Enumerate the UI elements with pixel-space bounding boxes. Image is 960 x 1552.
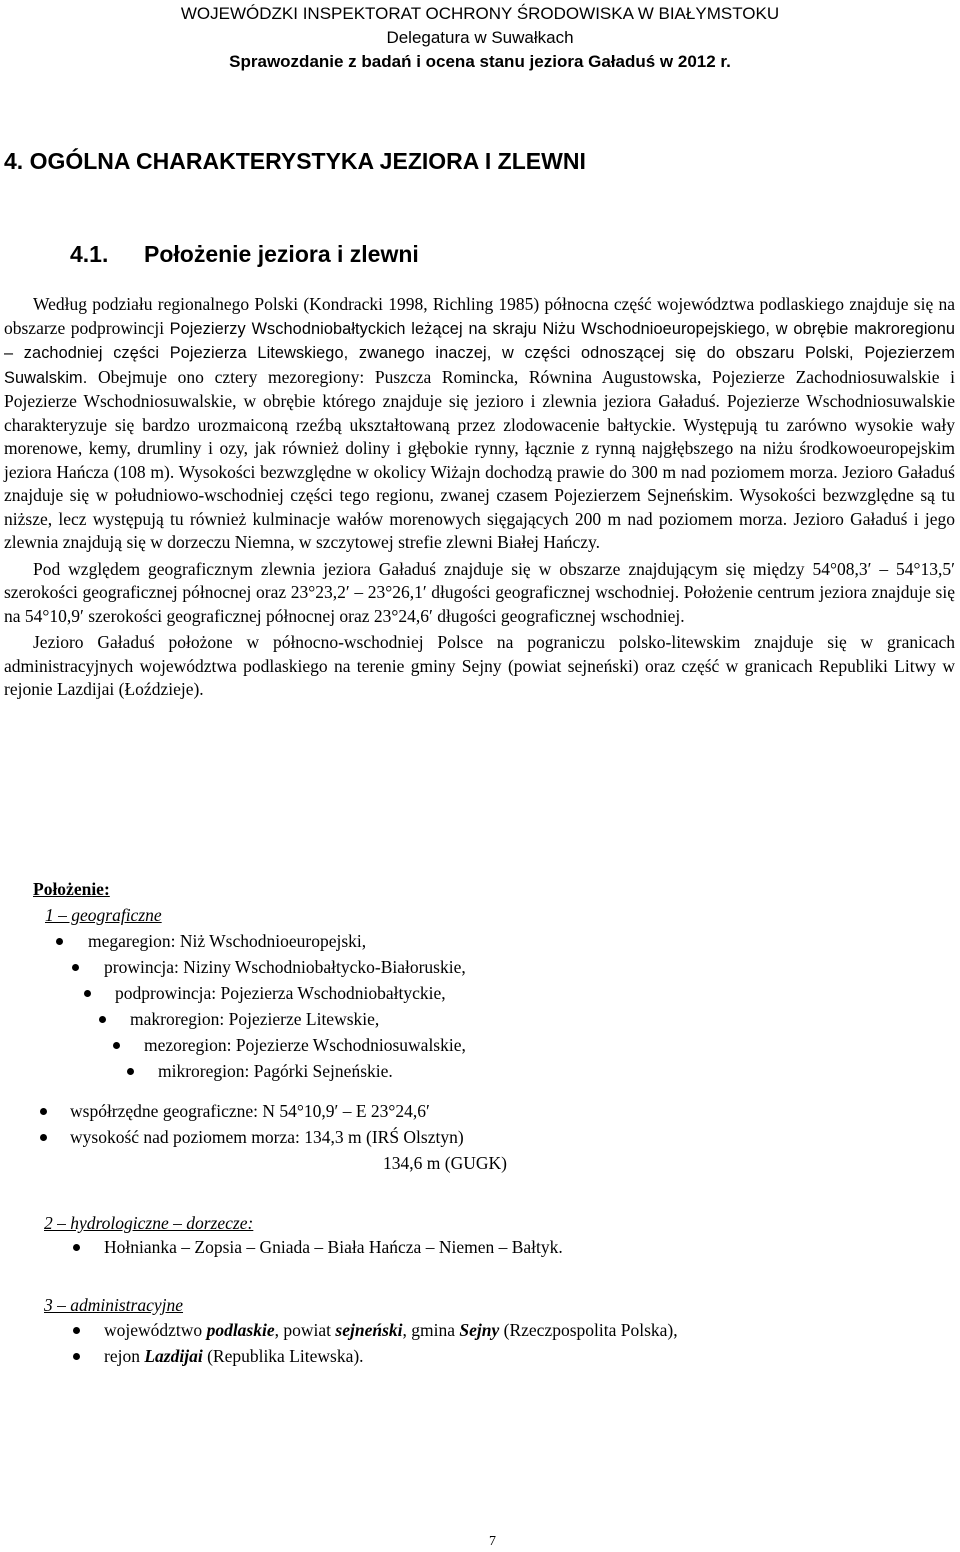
bullet-icon — [113, 1042, 120, 1049]
document-header — [0, 2, 960, 74]
bullet-icon — [127, 1068, 134, 1075]
paragraph-1-part-c: Obejmuje ono cztery mezoregiony: Puszcza Romincka, Równina Augustowska, Pojezierze Zachodniosuwalskie i Pojezierze Wschodniosuwalskie, w obrębie którego znajduje się jezioro i zlewnia jeziora Gaładuś. Pojezierze Wschodniosuwalskie charakteryzuje się bardzo urozmaiconą rzeźbą ukształtowaną przez zlodowacenie bałtyckie. Występują tu zarówno wysokie wały morenowe, kemy, drumliny i ozy, jak również doliny i głębokie rynny, łącznie z rynną najgłębszego na niżu środkowoeuropejskim jeziora Hańcza (108 m). Wysokości bezwzględne w okolicy Wiżajn dochodzą prawie do 300 m nad poziomem morza. Jezioro Gaładuś znajduje się w południowo-wschodniej części tego regionu, zwanej czasem Pojezierzem Sejneńskim. Wysokości bezwzględne są tu niższe, lecz występują tu również kulminacje wałów morenowych sięgających 200 m nad poziomem morza. Jezioro Gaładuś i jego zlewnia znajdują się w dorzeczu Niemna, w szczytowej strefie zlewni Białej Hańczy. — [4, 366, 955, 552]
bullet-icon — [99, 1016, 106, 1023]
bullet-icon — [72, 964, 79, 971]
bullet-icon — [84, 990, 91, 997]
body-text — [4, 293, 955, 702]
header-branch: Delegatura w Suwałkach — [386, 28, 574, 47]
altitude-alternate: 134,6 m (GUGK) — [383, 1153, 507, 1173]
section-title: Położenie jeziora i zlewni — [144, 241, 419, 267]
geographic-subheading: 1 – geograficzne — [45, 905, 162, 925]
bullet-icon — [73, 1327, 80, 1334]
paragraph-geography: Pod względem geograficznym zlewnia jeziora Gaładuś znajduje się w obszarze znajdującym się między 54°08,3′ – 54°13,5′ szerokości geograficznej północnej oraz 23°23,2′ – 23°26,1′ długości geograficznej wschodniej. Położenie centrum jeziora znajduje się na 54°10,9′ szerokości geograficznej północnej oraz 23°24,6′ długości geograficznej wschodniej. — [4, 558, 955, 626]
paragraph-1-part-b: Pojezierzy Wschodniobałtyckich leżącej na skraju Niżu Wschodnioeuropejskiego, w obrębie makroregionu – zachodniej części Pojezierza Litewskiego, zwanego inaczej, w części odnoszącej się do obszaru Polski, Pojezierzem Suwalskim. — [4, 319, 956, 387]
section-heading — [70, 241, 419, 268]
bullet-icon — [56, 938, 63, 945]
location-heading: Położenie: — [33, 879, 110, 899]
bullet-icon — [40, 1134, 47, 1141]
paragraph-administration: Jezioro Gaładuś położone w północno-wschodniej Polsce na pograniczu polsko-litewskim znajduje się w granicach administracyjnych województwa podlaskiego na terenie gminy Sejny (powiat sejneński) oraz część w granicach Republiki Litwy w rejonie Lazdijai (Łoździeje). — [4, 632, 955, 699]
bullet-icon — [73, 1353, 80, 1360]
header-report-title: Sprawozdanie z badań i ocena stanu jeziora Gaładuś w 2012 r. — [229, 52, 731, 71]
hydrologic-subheading: 2 – hydrologiczne – dorzecze: — [44, 1213, 254, 1233]
section-number: 4.1. — [70, 241, 109, 267]
paragraph-regional-division — [4, 293, 955, 555]
bullet-icon — [73, 1244, 80, 1251]
administrative-subheading: 3 – administracyjne — [44, 1295, 184, 1315]
bullet-icon — [40, 1108, 47, 1115]
chapter-heading: 4. OGÓLNA CHARAKTERYSTYKA JEZIORA I ZLEWNI — [4, 148, 586, 174]
page-number: 7 — [489, 1534, 496, 1549]
paragraph-1-part-a: Według podziału regionalnego Polski (Kondracki 1998, Richling 1985) północna część województwa podlaskiego znajduje się na obszarze podprowincji — [4, 294, 955, 338]
header-institution: WOJEWÓDZKI INSPEKTORAT OCHRONY ŚRODOWISKA W BIAŁYMSTOKU — [180, 4, 780, 23]
